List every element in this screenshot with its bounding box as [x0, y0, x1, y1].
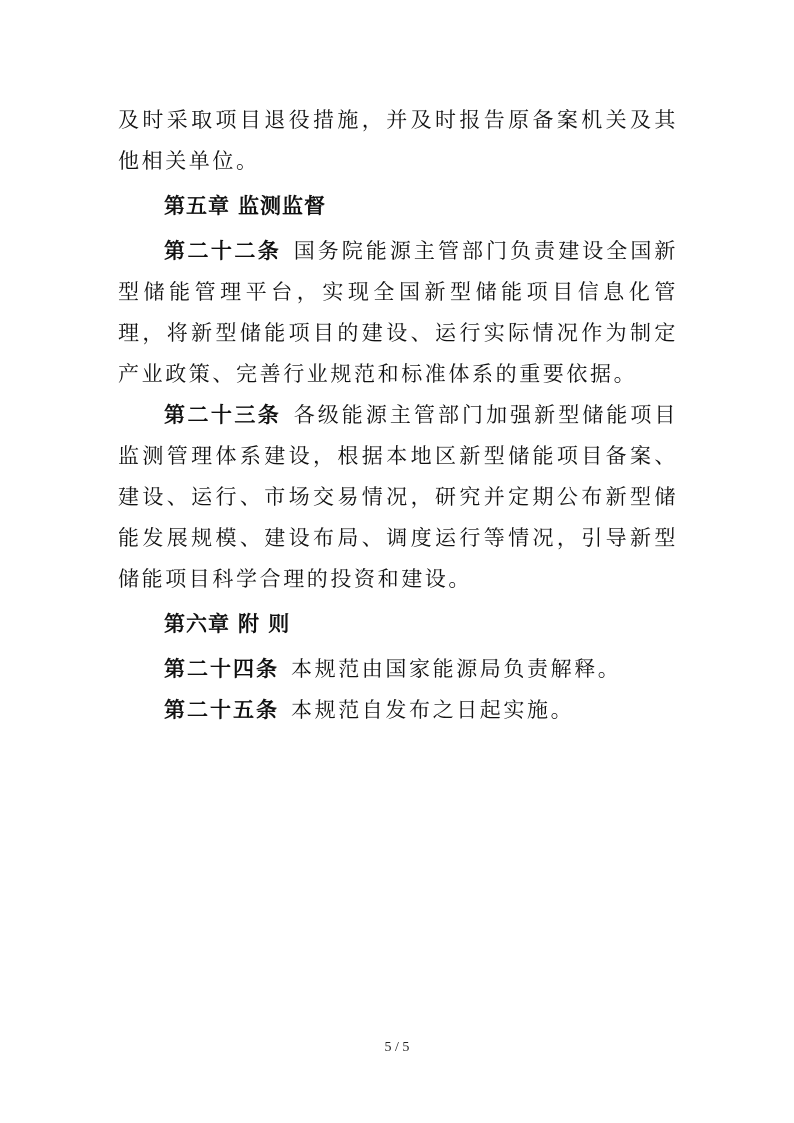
chapter-number: 第六章 [164, 612, 230, 636]
article-label: 第二十五条 [164, 698, 279, 722]
article-text: 国务院能源主管部门负责建设全国新型储能管理平台，实现全国新型储能项目信息化管理，将新型储能项目的建设、运行实际情况作为制定产业政策、完善行业规范和标准体系的重要依据。 [118, 239, 679, 386]
chapter-title: 监测监督 [238, 194, 326, 218]
chapter-heading-6 [118, 604, 678, 645]
article-25 [118, 690, 678, 731]
chapter-title: 附 则 [238, 612, 291, 636]
article-label: 第二十四条 [164, 657, 279, 681]
article-text: 本规范由国家能源局负责解释。 [291, 657, 622, 681]
article-22 [118, 231, 678, 395]
page-number: 5 / 5 [384, 1040, 410, 1055]
article-label: 第二十三条 [164, 403, 282, 427]
article-24 [118, 649, 678, 690]
chapter-number: 第五章 [164, 194, 230, 218]
article-text: 本规范自发布之日起实施。 [291, 698, 575, 722]
continuation-paragraph: 及时采取项目退役措施，并及时报告原备案机关及其他相关单位。 [118, 108, 678, 173]
chapter-heading-5 [118, 186, 678, 227]
article-23 [118, 395, 678, 600]
document-body [118, 100, 678, 731]
article-label: 第二十二条 [164, 239, 282, 263]
article-text: 各级能源主管部门加强新型储能项目监测管理体系建设，根据本地区新型储能项目备案、建设、运行、市场交易情况，研究并定期公布新型储能发展规模、建设布局、调度运行等情况，引导新型储能项目科学合理的投资和建设。 [118, 403, 679, 591]
